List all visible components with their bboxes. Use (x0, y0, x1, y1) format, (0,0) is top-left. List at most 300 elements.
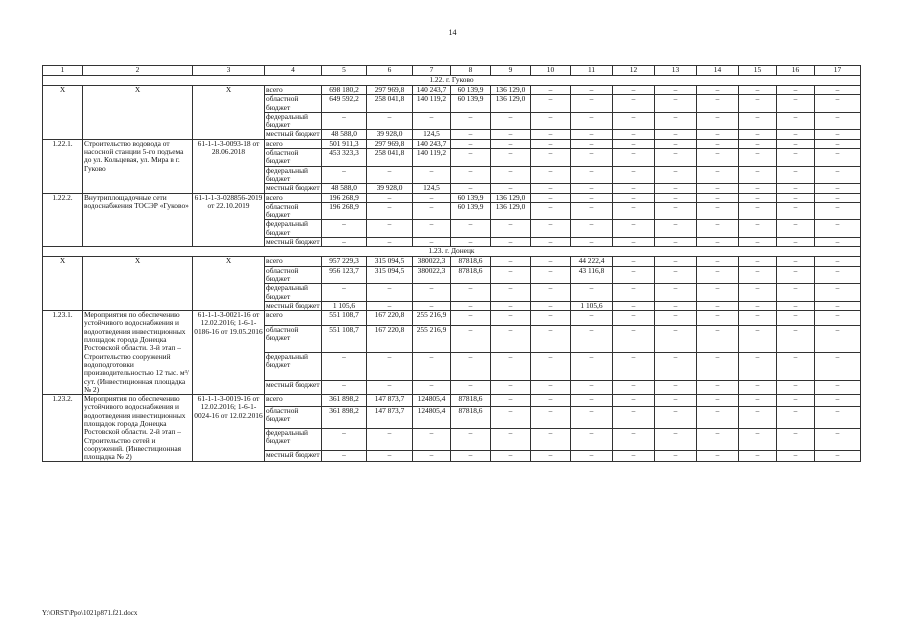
amount-cell: – (413, 428, 451, 450)
section-title-row (43, 76, 861, 86)
amount-cell: – (815, 95, 861, 113)
amount-cell: – (413, 238, 451, 247)
amount-cell: – (739, 130, 777, 139)
header-cell: 14 (697, 66, 739, 76)
amount-cell: – (571, 428, 613, 450)
amount-cell: – (739, 406, 777, 428)
amount-cell: – (322, 166, 367, 184)
funding-source-label: всего (265, 311, 322, 326)
amount-cell: – (697, 380, 739, 395)
amount-cell: – (815, 112, 861, 130)
amount-cell: – (697, 266, 739, 284)
funding-source-label: местный бюджет (266, 129, 320, 139)
amount-cell: – (571, 184, 613, 193)
amount-cell: – (531, 149, 571, 167)
amount-cell: – (367, 428, 413, 450)
amount-cell: – (815, 406, 861, 428)
amount-cell: – (491, 266, 531, 284)
amount-cell: – (613, 353, 655, 380)
amount-cell: – (655, 112, 697, 130)
page-number: 14 (448, 28, 457, 37)
amount-cell: 956 123,7 (322, 266, 367, 284)
amount-cell: – (571, 450, 613, 462)
header-cell: 10 (531, 66, 571, 76)
amount-cell: – (571, 353, 613, 380)
funding-source-label: федеральный бюджет (265, 220, 322, 238)
amount-cell: – (531, 325, 571, 352)
amount-cell: 380022,3 (413, 266, 451, 284)
amount-cell: – (777, 193, 815, 202)
amount-cell: – (697, 95, 739, 113)
amount-cell: 297 969,8 (367, 86, 413, 95)
amount-cell: – (613, 284, 655, 302)
amount-cell: – (815, 202, 861, 220)
amount-cell: 60 139,9 (451, 193, 491, 202)
amount-cell: 43 116,8 (571, 266, 613, 284)
amount-cell: – (777, 325, 815, 352)
amount-cell: – (613, 86, 655, 95)
amount-cell: – (815, 266, 861, 284)
header-cell: 13 (655, 66, 697, 76)
amount-cell: 380022,3 (413, 257, 451, 266)
amount-cell: – (815, 428, 861, 450)
amount-cell: – (491, 139, 531, 148)
financing-table (42, 65, 861, 462)
header-cell: 9 (491, 66, 531, 76)
amount-cell: 147 873,7 (367, 406, 413, 428)
amount-cell: – (655, 139, 697, 148)
amount-cell: – (815, 450, 861, 462)
amount-cell: – (777, 238, 815, 247)
amount-cell: – (491, 301, 531, 310)
amount-cell: – (613, 95, 655, 113)
amount-cell: – (491, 238, 531, 247)
amount-cell: 39 928,0 (367, 130, 413, 139)
amount-cell: – (613, 257, 655, 266)
amount-cell: – (655, 184, 697, 193)
amount-cell: – (367, 238, 413, 247)
amount-cell: – (697, 112, 739, 130)
amount-cell: – (451, 311, 491, 326)
amount-cell: 87818,6 (451, 395, 491, 407)
header-cell: 3 (193, 66, 265, 76)
amount-cell: – (697, 130, 739, 139)
amount-cell: 453 323,3 (322, 149, 367, 167)
amount-cell: – (571, 193, 613, 202)
amount-cell: – (367, 450, 413, 462)
amount-cell: – (531, 301, 571, 310)
amount-cell: – (777, 112, 815, 130)
amount-cell: – (613, 149, 655, 167)
header-cell: 7 (413, 66, 451, 76)
amount-cell: – (413, 353, 451, 380)
amount-cell: 124805,4 (413, 395, 451, 407)
amount-cell: – (413, 284, 451, 302)
amount-cell: – (451, 353, 491, 380)
amount-cell: – (451, 220, 491, 238)
amount-cell: – (413, 193, 451, 202)
amount-cell: – (367, 166, 413, 184)
amount-cell: – (697, 450, 739, 462)
table-row (43, 395, 861, 407)
amount-cell: – (815, 301, 861, 310)
amount-cell: – (739, 395, 777, 407)
amount-cell: – (491, 450, 531, 462)
amount-cell: 551 108,7 (322, 311, 367, 326)
amount-cell: 60 139,9 (451, 86, 491, 95)
amount-cell: – (491, 284, 531, 302)
amount-cell: – (815, 325, 861, 352)
amount-cell: – (613, 380, 655, 395)
amount-cell: – (739, 284, 777, 302)
amount-cell: – (571, 311, 613, 326)
amount-cell: – (655, 220, 697, 238)
amount-cell: – (697, 395, 739, 407)
amount-cell: – (777, 184, 815, 193)
amount-cell: – (491, 130, 531, 139)
amount-cell: – (322, 450, 367, 462)
amount-cell: – (739, 95, 777, 113)
amount-cell: – (451, 301, 491, 310)
item-name: Мероприятия по обеспечению устойчивого водоснабжения и водоотведения инвестиционных площадок города Донецка Ростовской области. 3-й этап – Строительство сооружений водоподготовки производительностью 12 тыс. м³/сут. (Инвестиционная площадка № 2) (83, 311, 193, 395)
amount-cell: 258 041,8 (367, 95, 413, 113)
amount-cell: – (613, 184, 655, 193)
header-cell: 6 (367, 66, 413, 76)
amount-cell: – (739, 301, 777, 310)
amount-cell: – (531, 238, 571, 247)
item-name: Строительство водовода от насосной станции 5-го подъема до ул. Кольцевая, ул. Мира в г. Гуково (83, 139, 193, 193)
funding-source-label: областной бюджет (265, 202, 322, 220)
amount-cell: – (739, 257, 777, 266)
amount-cell: – (655, 353, 697, 380)
amount-cell: – (777, 266, 815, 284)
amount-cell: 124805,4 (413, 406, 451, 428)
amount-cell: 297 969,8 (367, 139, 413, 148)
amount-cell: – (655, 130, 697, 139)
item-number: 1.23.2. (43, 395, 83, 462)
amount-cell: – (655, 311, 697, 326)
amount-cell: – (697, 193, 739, 202)
amount-cell: – (491, 428, 531, 450)
amount-cell: – (815, 220, 861, 238)
amount-cell: 698 180,2 (322, 86, 367, 95)
amount-cell: – (531, 220, 571, 238)
amount-cell: – (451, 139, 491, 148)
amount-cell: 124,5 (413, 184, 451, 193)
amount-cell: – (697, 301, 739, 310)
amount-cell: 361 898,2 (322, 406, 367, 428)
amount-cell: – (697, 149, 739, 167)
amount-cell: – (697, 257, 739, 266)
amount-cell: 501 911,3 (322, 139, 367, 148)
header-cell: 12 (613, 66, 655, 76)
amount-cell: – (613, 166, 655, 184)
amount-cell: – (571, 139, 613, 148)
amount-cell: – (413, 380, 451, 395)
amount-cell: – (777, 202, 815, 220)
amount-cell: – (697, 311, 739, 326)
amount-cell: – (815, 353, 861, 380)
amount-cell: – (655, 266, 697, 284)
amount-cell: – (655, 257, 697, 266)
amount-cell: – (571, 166, 613, 184)
amount-cell: – (655, 395, 697, 407)
amount-cell: 44 222,4 (571, 257, 613, 266)
amount-cell: – (367, 220, 413, 238)
amount-cell: – (815, 311, 861, 326)
amount-cell: – (739, 166, 777, 184)
amount-cell: – (491, 112, 531, 130)
funding-source-label: всего (265, 395, 322, 407)
table-row (43, 311, 861, 326)
header-cell: 8 (451, 66, 491, 76)
amount-cell: – (531, 202, 571, 220)
amount-cell: – (655, 406, 697, 428)
funding-source-label: областной бюджет (265, 95, 322, 113)
amount-cell: 136 129,0 (491, 86, 531, 95)
amount-cell: 60 139,9 (451, 202, 491, 220)
amount-cell: – (451, 238, 491, 247)
amount-cell: – (571, 325, 613, 352)
amount-cell: 48 588,0 (322, 130, 367, 139)
amount-cell: – (531, 130, 571, 139)
amount-cell: – (655, 86, 697, 95)
amount-cell: – (491, 184, 531, 193)
amount-cell: – (655, 193, 697, 202)
amount-cell: 255 216,9 (413, 311, 451, 326)
amount-cell: – (777, 166, 815, 184)
amount-cell: – (531, 380, 571, 395)
item-document: 61-1-1-3-028856-2019 от 22.10.2019 (193, 193, 265, 247)
amount-cell: 140 119,2 (413, 95, 451, 113)
amount-cell: – (655, 202, 697, 220)
amount-cell: – (655, 166, 697, 184)
amount-cell: – (322, 238, 367, 247)
amount-cell: – (322, 284, 367, 302)
amount-cell: – (491, 353, 531, 380)
amount-cell: – (777, 130, 815, 139)
amount-cell: – (739, 353, 777, 380)
amount-cell: – (777, 95, 815, 113)
amount-cell: – (451, 112, 491, 130)
amount-cell: – (777, 450, 815, 462)
item-name: Мероприятия по обеспечению устойчивого водоснабжения и водоотведения инвестиционных площадок города Донецка Ростовской области. 2-й этап – Строительство сетей и сооружений. (Инвестиционная площадка № 2) (83, 395, 193, 462)
amount-cell: – (531, 139, 571, 148)
amount-cell: – (451, 284, 491, 302)
funding-source-label: местный бюджет (265, 450, 322, 462)
amount-cell: – (531, 112, 571, 130)
amount-cell: – (571, 220, 613, 238)
amount-cell: 258 041,8 (367, 149, 413, 167)
header-cell: 11 (571, 66, 613, 76)
funding-source-label: местный бюджет (266, 237, 320, 247)
amount-cell: – (451, 450, 491, 462)
section-title: 1.23. г. Донецк (43, 247, 861, 257)
amount-cell: – (697, 220, 739, 238)
item-document: 61-1-1-3-0021-16 от 12.02.2016; 1-6-1-0186-16 от 19.05.2016 (193, 311, 265, 395)
amount-cell: – (491, 149, 531, 167)
amount-cell: – (613, 139, 655, 148)
amount-cell: – (777, 139, 815, 148)
amount-cell: – (491, 220, 531, 238)
amount-cell: – (777, 284, 815, 302)
amount-cell: – (655, 301, 697, 310)
header-cell: 16 (777, 66, 815, 76)
amount-cell: – (367, 301, 413, 310)
amount-cell: – (491, 311, 531, 326)
amount-cell: 255 216,9 (413, 325, 451, 352)
funding-source-label: федеральный бюджет (265, 284, 322, 302)
amount-cell: 1 105,6 (322, 301, 367, 310)
amount-cell: – (491, 257, 531, 266)
table-row (43, 193, 861, 202)
amount-cell: – (777, 86, 815, 95)
amount-cell: – (531, 406, 571, 428)
amount-cell: – (451, 184, 491, 193)
amount-cell: – (815, 380, 861, 395)
amount-cell: 1 105,6 (571, 301, 613, 310)
amount-cell: – (777, 406, 815, 428)
item-document: 61-1-1-3-0093-18 от 28.06.2018 (193, 139, 265, 193)
amount-cell: – (571, 395, 613, 407)
amount-cell: 87818,6 (451, 257, 491, 266)
item-document: Х (193, 86, 265, 140)
amount-cell: – (491, 380, 531, 395)
amount-cell: – (571, 149, 613, 167)
amount-cell: 140 119,2 (413, 149, 451, 167)
item-number: Х (43, 257, 83, 311)
amount-cell: – (815, 149, 861, 167)
amount-cell: – (655, 149, 697, 167)
amount-cell: – (697, 325, 739, 352)
amount-cell: 140 243,7 (413, 86, 451, 95)
section-title-row (43, 247, 861, 257)
amount-cell: – (739, 112, 777, 130)
amount-cell: – (777, 311, 815, 326)
amount-cell: – (571, 202, 613, 220)
amount-cell: – (571, 86, 613, 95)
amount-cell: – (815, 238, 861, 247)
amount-cell: – (322, 112, 367, 130)
amount-cell: – (815, 395, 861, 407)
header-cell: 1 (43, 66, 83, 76)
amount-cell: – (739, 266, 777, 284)
amount-cell: – (613, 395, 655, 407)
funding-source-label: областной бюджет (265, 325, 322, 352)
amount-cell: – (413, 450, 451, 462)
amount-cell: – (571, 95, 613, 113)
amount-cell: – (451, 149, 491, 167)
amount-cell: – (367, 284, 413, 302)
amount-cell: – (451, 325, 491, 352)
amount-cell: – (815, 193, 861, 202)
amount-cell: 87818,6 (451, 406, 491, 428)
item-name: Внутриплощадочные сети водоснабжения ТОСЭР «Гуково» (83, 193, 193, 247)
funding-source-label: областной бюджет (265, 266, 322, 284)
amount-cell: – (613, 220, 655, 238)
amount-cell: – (531, 95, 571, 113)
amount-cell: 196 268,9 (322, 193, 367, 202)
amount-cell: – (413, 220, 451, 238)
amount-cell: – (739, 325, 777, 352)
amount-cell: – (613, 406, 655, 428)
amount-cell: – (413, 301, 451, 310)
funding-source-label: местный бюджет (266, 183, 320, 193)
amount-cell: – (777, 220, 815, 238)
amount-cell: – (739, 220, 777, 238)
amount-cell: – (697, 139, 739, 148)
amount-cell: 140 243,7 (413, 139, 451, 148)
item-number: 1.23.1. (43, 311, 83, 395)
item-number: 1.22.1. (43, 139, 83, 193)
amount-cell: – (613, 266, 655, 284)
amount-cell: – (367, 353, 413, 380)
amount-cell: – (322, 353, 367, 380)
program-table-sheet (42, 65, 860, 462)
amount-cell: – (739, 149, 777, 167)
amount-cell: – (777, 428, 815, 450)
amount-cell: – (367, 380, 413, 395)
amount-cell: – (413, 202, 451, 220)
amount-cell: – (367, 112, 413, 130)
amount-cell: – (491, 325, 531, 352)
amount-cell: – (739, 238, 777, 247)
amount-cell: 39 928,0 (367, 184, 413, 193)
amount-cell: – (739, 428, 777, 450)
amount-cell: 147 873,7 (367, 395, 413, 407)
amount-cell: – (531, 284, 571, 302)
amount-cell: – (697, 202, 739, 220)
amount-cell: – (697, 406, 739, 428)
table-row (43, 257, 861, 266)
amount-cell: – (571, 406, 613, 428)
amount-cell: – (531, 395, 571, 407)
amount-cell: – (531, 353, 571, 380)
funding-source-label: местный бюджет (265, 380, 322, 395)
amount-cell: – (491, 166, 531, 184)
amount-cell: – (739, 139, 777, 148)
amount-cell: – (815, 130, 861, 139)
amount-cell: 957 229,3 (322, 257, 367, 266)
table-row (43, 139, 861, 148)
amount-cell: – (531, 450, 571, 462)
amount-cell: – (777, 149, 815, 167)
amount-cell: – (322, 220, 367, 238)
amount-cell: 136 129,0 (491, 202, 531, 220)
amount-cell: – (739, 193, 777, 202)
amount-cell: – (531, 166, 571, 184)
funding-source-label: федеральный бюджет (265, 428, 322, 450)
amount-cell: 315 094,5 (367, 257, 413, 266)
amount-cell: – (531, 257, 571, 266)
header-row (43, 66, 861, 76)
amount-cell: – (451, 130, 491, 139)
funding-source-label: всего (265, 139, 322, 148)
amount-cell: – (815, 86, 861, 95)
amount-cell: – (655, 380, 697, 395)
funding-source-label: областной бюджет (265, 149, 322, 167)
amount-cell: – (491, 406, 531, 428)
amount-cell: – (491, 395, 531, 407)
amount-cell: – (739, 202, 777, 220)
item-name: Х (83, 257, 193, 311)
amount-cell: – (777, 353, 815, 380)
amount-cell: – (739, 86, 777, 95)
amount-cell: 167 220,8 (367, 325, 413, 352)
amount-cell: – (655, 428, 697, 450)
amount-cell: – (413, 112, 451, 130)
amount-cell: 124,5 (413, 130, 451, 139)
